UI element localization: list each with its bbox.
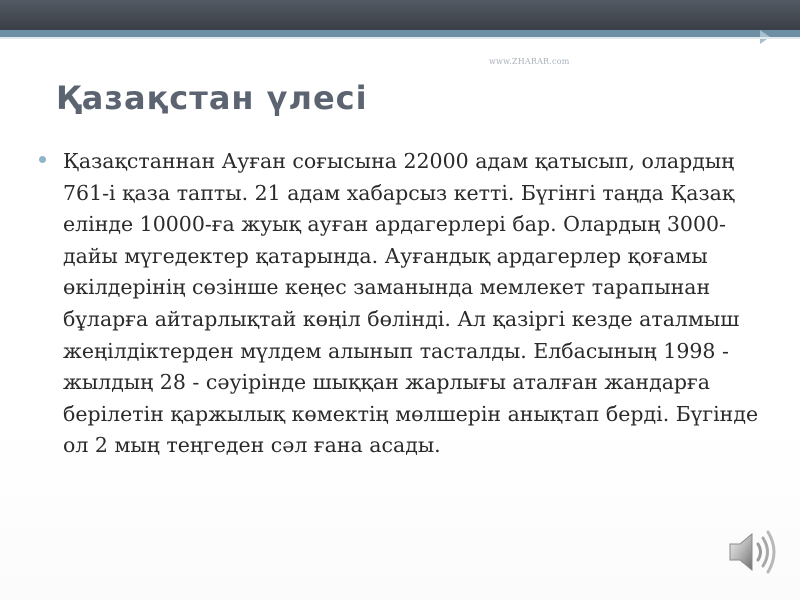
speaker-icon[interactable] [722, 522, 782, 582]
slide-title: Қазақстан үлесі [56, 79, 368, 117]
watermark-text: www.ZHARAR.com [489, 57, 570, 66]
bullet-item [39, 146, 779, 462]
top-bar [0, 0, 800, 30]
bullet-text: Қазақстаннан Ауған соғысына 22000 адам қатысып, олардың 761-і қаза тапты. 21 адам хабарсыз кетті. Бүгінгі таңда Қазақ елінде 10000-ға жуық ауған ардагерлері бар. Олардың 3000-дайы мүгедектер қатарында. Ауғандық ардагерлер қоғамы өкілдерінің сөзінше кеңес заманында мемлекет тарапынан бұларға айтарлықтай көңіл бөлінді. Ал қазіргі кезде аталмыш жеңілдіктерден мүлдем алынып тасталды. Елбасының 1998 - жылдың 28 - сәуірінде шыққан жарлығы аталған жандарға берілетін қаржылық көмектің мөлшерін анықтап берді. Бүгінде ол 2 мың теңгеден сәл ғана асады. [63, 149, 759, 458]
top-accent-stripe [0, 30, 800, 37]
slide-content [39, 146, 779, 462]
bullet-dot-icon [39, 156, 46, 163]
top-divider [0, 37, 800, 39]
